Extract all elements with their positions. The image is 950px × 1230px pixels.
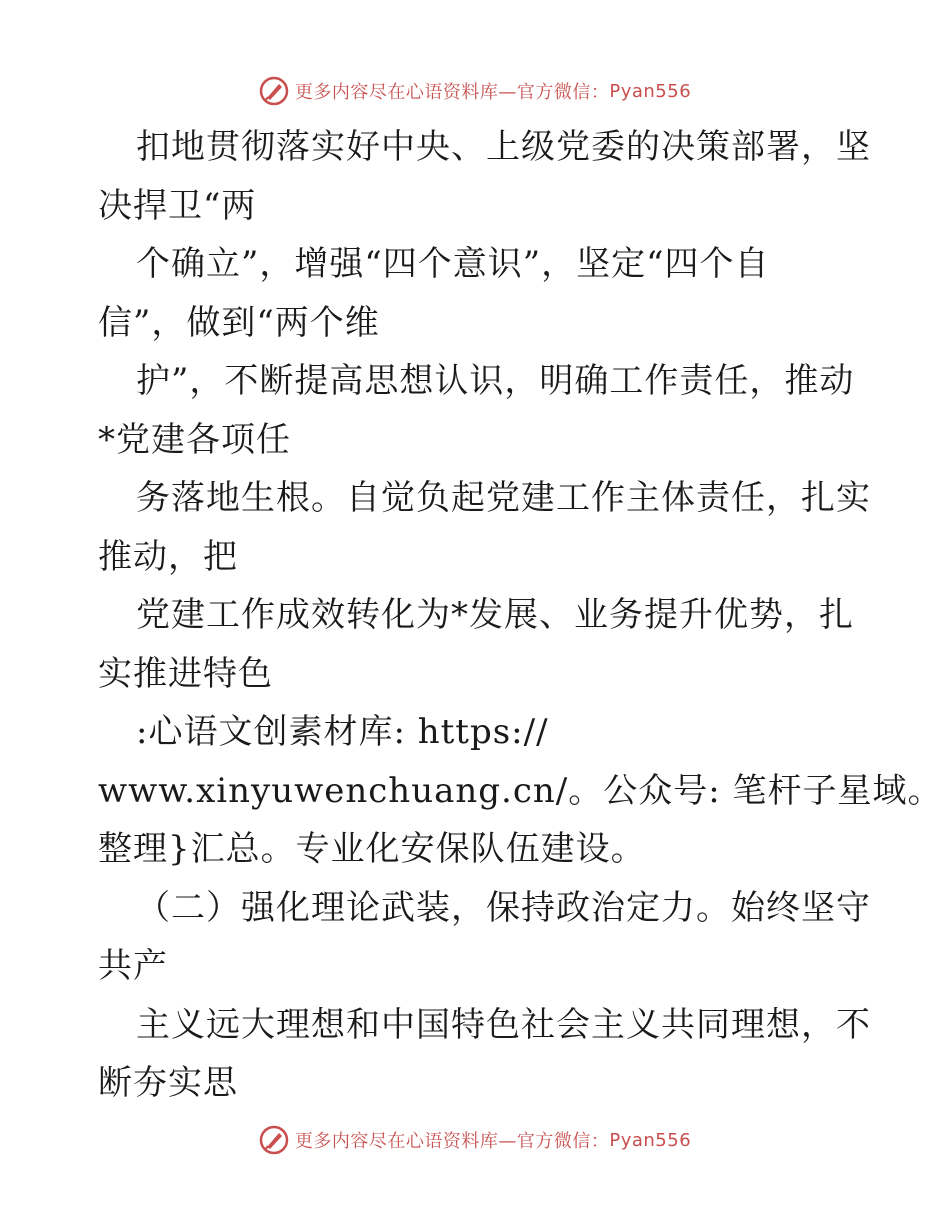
- text-line: 推动，把: [98, 536, 238, 577]
- text-line: 断夯实思: [98, 1063, 238, 1103]
- text-line: 实推进特色: [98, 653, 273, 694]
- header-watermark: [0, 71, 950, 111]
- text-line: （二）强化理论武装，保持政治定力。始终坚守: [136, 887, 871, 928]
- text-line: :心语文创素材库: https://: [136, 712, 549, 752]
- text-line: 主义远大理想和中国特色社会主义共同理想，不: [136, 1004, 871, 1045]
- text-line: 共产: [98, 946, 168, 986]
- text-line: 决捍卫“两: [98, 185, 257, 226]
- watermark-wechat-id: Pyan556: [609, 1129, 692, 1151]
- text-line: 信”，做到“两个维: [98, 302, 380, 343]
- watermark-text: 更多内容尽在心语资料库—官方微信：: [294, 82, 610, 103]
- text-line: 务落地生根。自觉负起党建工作主体责任，扎实: [136, 478, 871, 518]
- document-body: [98, 118, 943, 1113]
- quill-pen-logo-icon: [259, 1125, 289, 1155]
- text-line: 扣地贯彻落实好中央、上级党委的决策部署，坚: [136, 127, 871, 167]
- text-line: www.xinyuwenchuang.cn/。公众号: 笔杆子星域。: [98, 770, 943, 811]
- text-line: 个确立”，增强“四个意识”，坚定“四个自: [136, 244, 770, 284]
- text-line: 党建工作成效转化为*发展、业务提升优势，扎: [136, 595, 854, 635]
- watermark-wechat-id: Pyan556: [609, 80, 692, 102]
- footer-watermark: [0, 1120, 950, 1160]
- watermark-text: 更多内容尽在心语资料库—官方微信：: [294, 1131, 610, 1152]
- text-line: 整理}汇总。专业化安保队伍建设。: [98, 829, 646, 869]
- text-line: *党建各项任: [98, 419, 291, 460]
- quill-pen-logo-icon: [259, 76, 289, 106]
- text-line: 护”，不断提高思想认识，明确工作责任，推动: [136, 361, 855, 401]
